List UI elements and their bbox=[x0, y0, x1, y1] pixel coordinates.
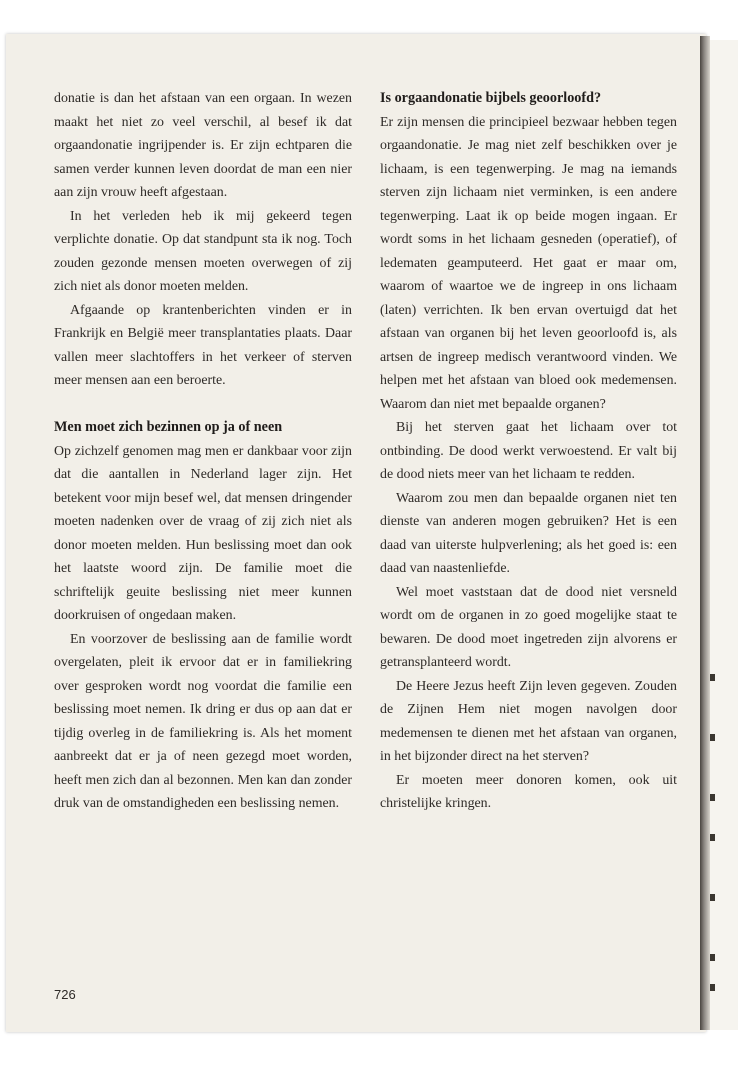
page-edge-mark bbox=[710, 894, 715, 901]
right-paragraph-5: De Heere Jezus heeft Zijn leven gegeven. Zouden de Zijnen Hem niet mogen navolgen door medemensen te dienen met het afstaan van organen, in het bijzonder direct na het sterven? bbox=[380, 678, 677, 764]
page-number: 726 bbox=[54, 987, 76, 1002]
right-paragraph-6: Er moeten meer donoren komen, ook uit christelijke kringen. bbox=[380, 772, 677, 811]
page-edge-mark bbox=[710, 674, 715, 681]
right-paragraph-4: Wel moet vaststaan dat de dood niet versneld wordt om de organen in zo goed mogelijke staat te bewaren. De dood moet ingetreden zijn alvorens er getransplanteerd wordt. bbox=[380, 584, 677, 670]
page-edge-mark bbox=[710, 834, 715, 841]
left-paragraph-5: En voorzover de beslissing aan de familie wordt overgelaten, pleit ik ervoor dat er in familiekring over gesproken wordt nog voordat die familie een beslissing moet nemen. Ik dring er dus op aan dat er tijdig overleg in de familiekring is. Als het moment aanbreekt dat er ja of neen gezegd moet worden, heeft men zich dan al bezonnen. Men kan dan zonder druk van de omstandigheden een beslissing nemen. bbox=[54, 631, 352, 811]
right-paragraph-3: Waarom zou men dan bepaalde organen niet ten dienste van anderen mogen gebruiken? Het is een daad van uiterste hulpverlening; als het goed is: een daad van naastenliefde. bbox=[380, 490, 677, 576]
left-paragraph-2: In het verleden heb ik mij gekeerd tegen verplichte donatie. Op dat standpunt sta ik nog. Toch zouden gezonde mensen moeten overwegen of zij zich niet als donor moeten melden. bbox=[54, 208, 352, 294]
section-spacer bbox=[54, 393, 352, 417]
book-spine bbox=[700, 36, 710, 1030]
left-paragraph-4: Op zichzelf genomen mag men er dankbaar voor zijn dat die aantallen in Nederland lager zijn. Het betekent voor mijn besef wel, dat mensen dringender moeten nadenken over de vraag of zij zich niet als donor moeten melden. Hun beslissing moet dan ook het laatste woord zijn. De familie moet die schriftelijk geuite beslissing niet meer kunnen doorkruisen of ongedaan maken. bbox=[54, 443, 352, 623]
left-paragraph-3: Afgaande op krantenberichten vinden er in Frankrijk en België meer transplantaties plaats. Daar vallen meer slachtoffers in het verkeer of sterven meer mensen aan een beroerte. bbox=[54, 302, 352, 388]
right-column bbox=[380, 87, 677, 816]
right-paragraph-1: Er zijn mensen die principieel bezwaar hebben tegen orgaandonatie. Je mag niet zelf beschikken over je lichaam, is een tegenwerping. Je mag na iemands sterven zijn lichaam niet verminken, is een andere tegenwerping. Laat ik op beide mogen ingaan. Er wordt soms in het lichaam gesneden (operatief), of ledematen geamputeerd. Het gaat er maar om, waarom of waartoe we de ingreep in ons lichaam (laten) verrichten. Ik ben ervan overtuigd dat het afstaan van organen bij het leven geoorloofd is, als artsen de ingreep medisch verantwoord vinden. We helpen met het afstaan van bloed ook medemensen. Waarom dan niet met bepaalde organen? bbox=[380, 114, 677, 412]
right-paragraph-2: Bij het sterven gaat het lichaam over tot ontbinding. De dood werkt verwoestend. Er valt bij de dood niets meer van het lichaam te redden. bbox=[380, 420, 677, 482]
page-edge-mark bbox=[710, 734, 715, 741]
facing-page-edge bbox=[710, 40, 738, 1030]
page-edge-mark bbox=[710, 794, 715, 801]
page-edge-mark bbox=[710, 984, 715, 991]
section-heading-bezinnen: Men moet zich bezinnen op ja of neen bbox=[54, 419, 283, 435]
left-paragraph-1: donatie is dan het afstaan van een orgaan. In wezen maakt het niet zo veel verschil, al besef ik dat orgaandonatie ingrijpender is. Er zijn echtparen die samen verder kunnen leven doordat de man een nier aan zijn vrouw heeft afgestaan. bbox=[54, 91, 352, 200]
page-edge-mark bbox=[710, 954, 715, 961]
section-heading-bijbels: Is orgaandonatie bijbels geoorloofd? bbox=[380, 90, 602, 106]
left-column bbox=[54, 87, 352, 816]
